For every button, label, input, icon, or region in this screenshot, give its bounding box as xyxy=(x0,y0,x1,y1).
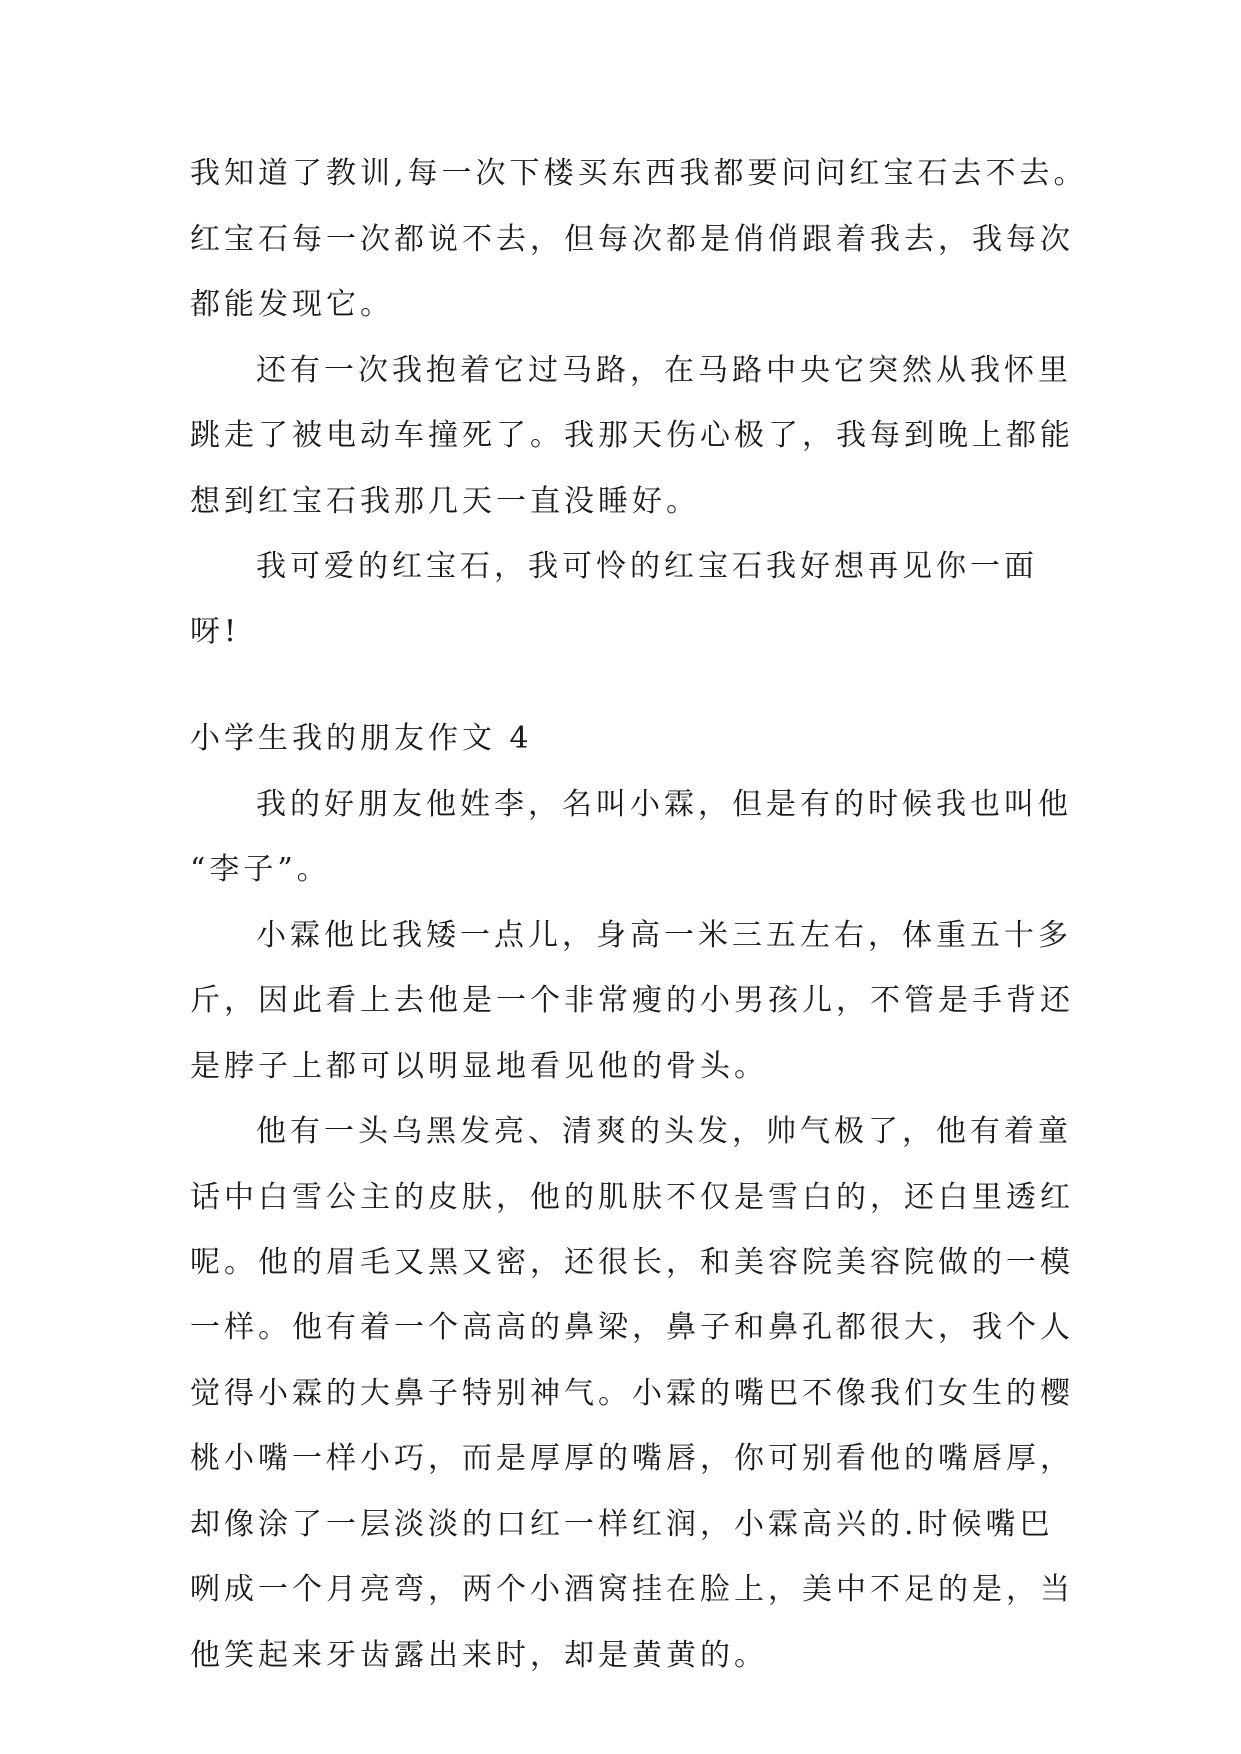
text-line: “李子”。 xyxy=(190,852,331,887)
text-line: 呀! xyxy=(190,614,241,649)
text-line: 话中白雪公主的皮肤，他的肌肤不仅是雪白的，还白里透红 xyxy=(190,1180,1074,1215)
paragraph-first-line: 小霖他比我矮一点儿，身高一米三五左右，体重五十多 xyxy=(256,918,1072,953)
paragraph-first-line: 我可爱的红宝石，我可怜的红宝石我好想再见你一面 xyxy=(256,549,1038,584)
text-line: 我知道了教训,每一次下楼买东西我都要问问红宝石去不去。 xyxy=(190,156,1088,191)
section-title: 小学生我的朋友作文 4 xyxy=(190,721,533,756)
text-line: 红宝石每一次都说不去，但每次都是俏俏跟着我去，我每次 xyxy=(190,222,1074,257)
paragraph-first-line: 他有一头乌黑发亮、清爽的头发，帅气极了，他有着童 xyxy=(256,1114,1072,1149)
text-line: 想到红宝石我那几天一直没睡好。 xyxy=(190,484,700,519)
text-line: 却像涂了一层淡淡的口红一样红润，小霖高兴的.时候嘴巴 xyxy=(190,1507,1054,1542)
text-line: 一样。他有着一个高高的鼻梁，鼻子和鼻孔都很大，我个人 xyxy=(190,1310,1074,1345)
text-line: 咧成一个月亮弯，两个小酒窝挂在脸上，美中不足的是，当 xyxy=(190,1572,1074,1607)
text-line: 呢。他的眉毛又黑又密，还很长，和美容院美容院做的一模 xyxy=(190,1245,1074,1280)
paragraph-first-line: 我的好朋友他姓李，名叫小霖，但是有的时候我也叫他 xyxy=(256,787,1072,822)
text-line: 觉得小霖的大鼻子特别神气。小霖的嘴巴不像我们女生的樱 xyxy=(190,1376,1074,1411)
text-line: 斤，因此看上去他是一个非常瘦的小男孩儿，不管是手背还 xyxy=(190,983,1074,1018)
paragraph-first-line: 还有一次我抱着它过马路，在马路中央它突然从我怀里 xyxy=(256,353,1072,388)
text-line: 都能发现它。 xyxy=(190,287,394,322)
text-line: 跳走了被电动车撞死了。我那天伤心极了，我每到晚上都能 xyxy=(190,418,1074,453)
text-line: 是脖子上都可以明显地看见他的骨头。 xyxy=(190,1049,768,1084)
text-line: 他笑起来牙齿露出来时，却是黄黄的。 xyxy=(190,1638,768,1673)
text-line: 桃小嘴一样小巧，而是厚厚的嘴唇，你可别看他的嘴唇厚， xyxy=(190,1441,1074,1476)
